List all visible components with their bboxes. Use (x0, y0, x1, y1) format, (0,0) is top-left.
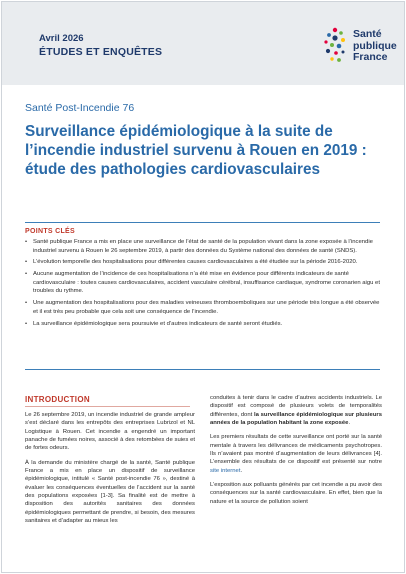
series-title: ÉTUDES ET ENQUÊTES (39, 46, 163, 58)
santé-publique-france-logo (322, 26, 402, 72)
intro-paragraph-4 (210, 433, 382, 475)
paragraph-text: conduites à tenir dans le cadre d’autres accidents industriels. Le dispositif est composé de plusieurs volets de temporalités différentes, dont (210, 395, 382, 418)
left-column (25, 411, 195, 531)
divider-top (25, 222, 380, 223)
right-column (210, 394, 382, 512)
key-points-list (25, 238, 383, 331)
paragraph-text: . (240, 467, 243, 474)
bold-text: la surveillance épidémiologique sur plusieurs années de la population habitant la zone exposée (210, 411, 383, 427)
intro-paragraph-3 (210, 394, 382, 427)
publication-date: Avril 2026 (39, 33, 84, 44)
logo-line-1: Santé (353, 28, 382, 40)
key-point-item: • Une augmentation des hospitalisations pour des maladies veineuses thromboemboliques sur une période très longue a été observée et il est très peu probable que cela soit une conséquence de l’incendie. (25, 299, 383, 316)
paragraph-text: . (348, 420, 351, 427)
intro-paragraph-5: L’exposition aux polluants générés par cet incendie a pu avoir des conséquences sur la santé cardiovasculaire. En effet, bien que la nature et la source de pollution soient (210, 482, 382, 505)
divider-bottom (25, 369, 380, 370)
logo-line-2: publique (353, 39, 397, 52)
logo-line-3: France (353, 51, 388, 63)
key-point-item: • L’évolution temporelle des hospitalisations pour différentes causes cardiovasculaires a été étudiée sur la période 2016-2020. (25, 258, 383, 267)
key-point-item: • Aucune augmentation de l’incidence de ces hospitalisations n’a été mise en évidence pour différents indicateurs de santé cardiovasculaire : toutes causes cardiovasculaires, accident vasculaire cérébral, insuffisance cardiaque, syndrome coronarien aigu et troubles du rythme. (25, 270, 383, 296)
intro-paragraph-2: À la demande du ministère chargé de la santé, Santé publique France a mis en place un dispositif de surveillance épidémiologique, intitulé « Santé post-incendie 76 », destiné à évaluer les conséquences éventuelles de l’accident sur la santé des populations exposées [1-3]. Sa finalité est de mettre à disposition des autorités sanitaires des données épidémiologiques permettant de prendre, si besoin, des mesures sanitaires et d’adapter au mieux les (25, 459, 195, 525)
introduction-rule (25, 406, 190, 407)
website-link[interactable]: site internet (210, 467, 241, 474)
key-point-item: • La surveillance épidémiologique sera poursuivie et d’autres indicateurs de santé seront étudiés. (25, 320, 383, 329)
logo-text (353, 29, 397, 64)
key-point-item: • Santé publique France a mis en place une surveillance de l’état de santé de la population vivant dans la zone exposée à l’incendie industriel survenu à Rouen le 26 septembre 2019, à partir des données du Système national des données de santé (SNDS). (25, 238, 383, 255)
kicker: Santé Post-Incendie 76 (25, 102, 135, 114)
introduction-heading: INTRODUCTION (25, 395, 90, 404)
header-band (2, 2, 404, 85)
dots-logo-icon (322, 26, 348, 66)
paragraph-text: Les premiers résultats de cette surveillance ont porté sur la santé mentale à travers les délivrances de médicaments psychotropes. Ils n’avaient pas montré d’augmentation de leurs délivrances [4]. L’ensemble des résultats de ce dispositif est présenté sur notre (210, 434, 382, 466)
key-points-heading: POINTS CLÉS (25, 228, 75, 235)
intro-paragraph-1: Le 26 septembre 2019, un incendie industriel de grande ampleur s’est déclaré dans les entrepôts des entreprises Lubrizol et NL Logistique à Rouen. Cet incendie a engendré un important panache de fumées noires, associé à des retombées de suies et de fortes odeurs. (25, 412, 195, 452)
page-title: Surveillance épidémiologique à la suite de l’incendie industriel survenu à Rouen en 2019 : étude des pathologies cardiovasculaires (25, 123, 367, 178)
